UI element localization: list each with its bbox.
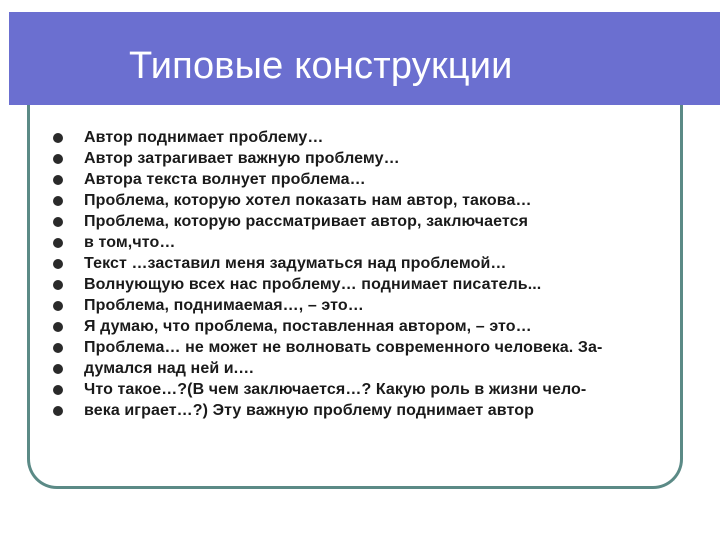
list-item — [48, 232, 602, 253]
bullet-icon — [53, 322, 63, 332]
list-item — [48, 211, 602, 232]
bullet-text: Автор поднимает проблему… — [84, 128, 324, 146]
bullet-text: Волнующую всех нас проблему… поднимает писатель... — [84, 275, 542, 293]
bullet-text: Я думаю, что проблема, поставленная автором, – это… — [84, 317, 532, 335]
list-item — [48, 316, 602, 337]
list-item — [48, 295, 602, 316]
bullet-text: Проблема… не может не волновать современного человека. За- — [84, 338, 603, 356]
bullet-icon — [53, 175, 63, 185]
bullet-text: Проблема, которую рассматривает автор, заключается — [84, 212, 529, 230]
list-item — [48, 358, 602, 379]
bullet-icon — [53, 343, 63, 353]
list-item — [48, 337, 602, 358]
list-item — [48, 400, 602, 421]
bullet-icon — [53, 406, 63, 416]
bullet-list — [48, 127, 602, 421]
bullet-text: Проблема, поднимаемая…, – это… — [84, 296, 364, 314]
bullet-icon — [53, 196, 63, 206]
bullet-text: Текст …заставил меня задуматься над проблемой… — [84, 254, 507, 272]
list-item — [48, 274, 602, 295]
bullet-icon — [53, 133, 63, 143]
bullet-icon — [53, 238, 63, 248]
bullet-icon — [53, 259, 63, 269]
bullet-icon — [53, 154, 63, 164]
list-item — [48, 148, 602, 169]
list-item — [48, 379, 602, 400]
list-item — [48, 190, 602, 211]
bullet-text: века играет…?) Эту важную проблему поднимает автор — [84, 401, 534, 419]
bullet-text: Что такое…?(В чем заключается…? Какую роль в жизни чело- — [84, 380, 587, 398]
list-item — [48, 169, 602, 190]
bullet-icon — [53, 217, 63, 227]
bullet-icon — [53, 280, 63, 290]
slide-title: Типовые конструкции — [129, 45, 513, 87]
bullet-icon — [53, 301, 63, 311]
bullet-icon — [53, 364, 63, 374]
bullet-text: Автор затрагивает важную проблему… — [84, 149, 400, 167]
list-item — [48, 127, 602, 148]
bullet-text: Проблема, которую хотел показать нам автор, такова… — [84, 191, 532, 209]
title-underline — [51, 107, 646, 109]
bullet-text: думался над ней и.… — [84, 359, 255, 377]
bullet-icon — [53, 385, 63, 395]
bullet-text: Автора текста волнует проблема… — [84, 170, 366, 188]
bullet-text: в том,что… — [84, 233, 176, 251]
title-bar — [9, 12, 720, 105]
list-item — [48, 253, 602, 274]
